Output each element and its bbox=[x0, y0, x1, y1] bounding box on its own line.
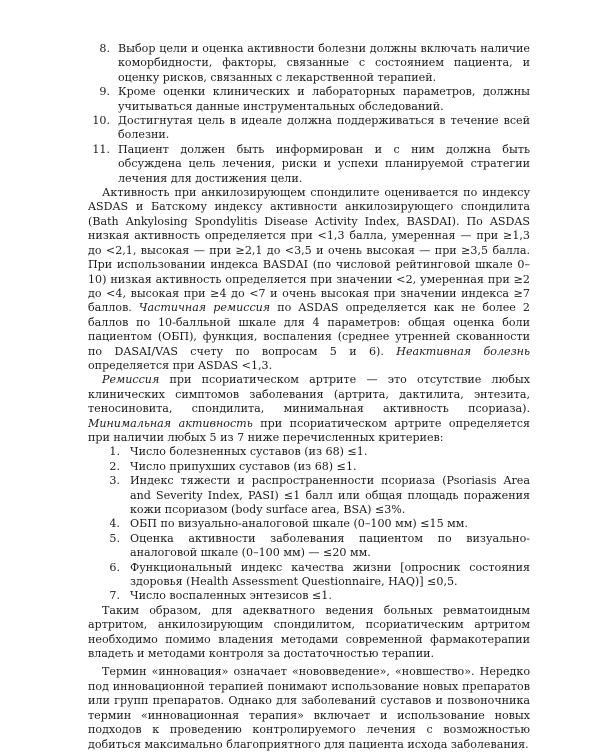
list-item-number: 5. bbox=[109, 531, 120, 545]
list-item bbox=[88, 42, 530, 85]
criteria-list bbox=[88, 445, 530, 603]
list-item-text: Кроме оценки клинических и лабораторных параметров, должны учитываться данные инструментальных обследований. bbox=[118, 85, 530, 113]
paragraph-text: определяется при ASDAS <1,3. bbox=[88, 358, 273, 372]
list-item-number: 9. bbox=[99, 85, 110, 99]
list-item bbox=[88, 517, 530, 531]
list-item-text: Число припухших суставов (из 68) ≤1. bbox=[130, 459, 357, 473]
term-minimal-activity: Минимальная активность bbox=[88, 416, 253, 430]
list-item-number: 6. bbox=[109, 560, 120, 574]
list-item bbox=[88, 532, 530, 561]
goals-list bbox=[88, 42, 530, 186]
list-item-number: 7. bbox=[109, 589, 120, 603]
list-item-number: 4. bbox=[109, 517, 120, 531]
paragraph-text: при псориатическом артрите — это отсутствие любых клинических симптомов заболевания (артрита, дактилита, энтезита, теносиновита, спондилита, минимальная активность псориаза). bbox=[88, 373, 530, 416]
list-item bbox=[88, 143, 530, 186]
list-item-number: 8. bbox=[99, 42, 110, 55]
list-item-number: 3. bbox=[109, 474, 120, 488]
list-item bbox=[88, 561, 530, 590]
paragraph-text: Активность при анкилозирующем спондилите оценивается по индексу ASDAS и Батскому индексу активности анкилозирующего спондилита (Bath Ankylosing Spondylitis Disease Activity Index, BASDAI). По ASDAS низкая активность определяется при <1,3 балла, умеренная — при ≥1,3 до <2,1, высокая — при ≥2,1 до <3,5 и очень высокая — при ≥3,5 балла. При использовании индекса BASDAI (по числовой рейтинговой шкале 0–10) низкая активность определяется при значении <2, умеренная при ≥2 до <4, высокая при ≥4 до <7 и очень высокая при значении индекса ≥7 баллов. bbox=[88, 186, 530, 315]
list-item-text: Пациент должен быть информирован и с ним должна быть обсуждена цель лечения, риски и успехи планируемой стратегии лечения для достижения цели. bbox=[118, 142, 530, 185]
list-item bbox=[88, 589, 530, 603]
list-item-text: Число воспаленных энтезисов ≤1. bbox=[130, 589, 332, 603]
list-item-text: ОБП по визуально-аналоговой шкале (0–100 мм) ≤15 мм. bbox=[130, 517, 468, 531]
term-partial-remission: Частичная ремиссия bbox=[138, 301, 271, 315]
paragraph-text: при псориатическом артрите определяется при наличии любых 5 из 7 ниже перечисленных критериев: bbox=[88, 416, 530, 444]
paragraph-spondylitis-activity bbox=[88, 186, 530, 373]
term-inactive-disease: Неактивная болезнь bbox=[396, 344, 530, 358]
list-item-number: 11. bbox=[92, 142, 110, 156]
list-item bbox=[88, 445, 530, 459]
list-item bbox=[88, 114, 530, 143]
list-item-text: Функциональный индекс качества жизни [опросник состояния здоровья (Health Assessment Questionnaire, HAQ)] ≤0,5. bbox=[130, 560, 530, 589]
list-item-text: Индекс тяжести и распространенности псориаза (Psoriasis Area and Severity Index, PASI) ≤1 балл или общая площадь поражения кожи псориазом (body surface area, BSA) ≤3%. bbox=[130, 474, 530, 516]
paragraph-conclusion: Таким образом, для адекватного ведения больных ревматоидным артритом, анкилозирующим спондилитом, псориатическим артритом необходимо помимо владения методами современной фармакотерапии владеть и методами контроля за достаточностью терапии. bbox=[88, 603, 530, 661]
list-item-number: 1. bbox=[109, 445, 120, 459]
list-item-text: Оценка активности заболевания пациентом по визуально-аналоговой шкале (0–100 мм) — ≤20 мм. bbox=[130, 531, 530, 560]
list-item bbox=[88, 460, 530, 474]
term-remission: Ремиссия bbox=[102, 373, 160, 387]
list-item bbox=[88, 85, 530, 114]
list-item bbox=[88, 474, 530, 517]
list-item-text: Выбор цели и оценка активности болезни должны включать наличие коморбидности, факторы, связанные с состоянием пациента, и оценку рисков, связанных с лекарственной терапией. bbox=[118, 42, 530, 84]
paragraph-text: по ASDAS определяется как не более 2 баллов по 10-балльной шкале для 4 параметров: общая оценка боли пациентом (ОБП), функция, воспаления (среднее утренней скованности по DASAI/VAS счету по вопросам 5 и 6). bbox=[88, 301, 530, 358]
paragraph-innovation: Термин «инновация» означает «нововведение», «новшество». Нередко под инновационной терапией понимают использование новых препаратов или групп препаратов. Однако для заболеваний суставов и позвоночника термин «инновационная терапия» включает и использование новых подходов к проведению контролируемого лечения с возможностью добиться максимально благоприятного для пациента исхода заболевания. bbox=[88, 665, 530, 751]
list-item-number: 10. bbox=[92, 114, 110, 128]
list-item-number: 2. bbox=[109, 459, 120, 473]
list-item-text: Достигнутая цель в идеале должна поддерживаться в течение всей болезни. bbox=[118, 114, 530, 142]
list-item-text: Число болезненных суставов (из 68) ≤1. bbox=[130, 445, 368, 459]
paragraph-psoriatic-remission bbox=[88, 373, 530, 445]
